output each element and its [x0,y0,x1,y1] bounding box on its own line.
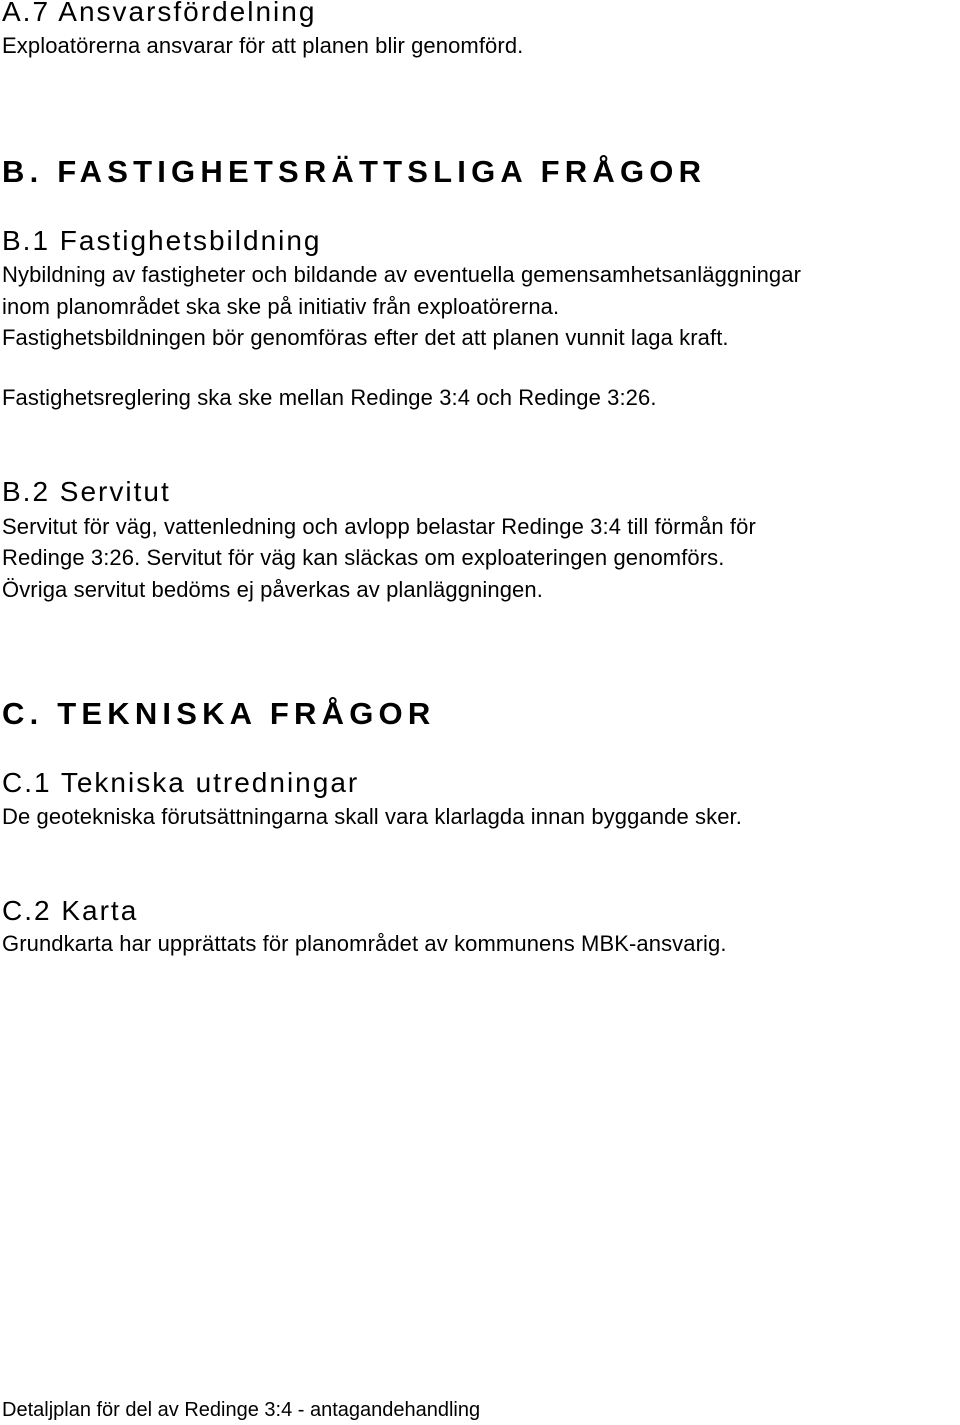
heading-c-tekniska-fragor: C. TEKNISKA FRÅGOR [2,696,436,731]
document-page [2,0,958,1425]
page-footer: Detaljplan för del av Redinge 3:4 - antagandehandling [2,1399,481,1421]
heading-b1: B.1 Fastighetsbildning [2,225,322,256]
b1-para1-line-2: inom planområdet ska ske på initiativ från exploatörerna. [2,294,560,319]
heading-c2: C.2 Karta [2,895,139,926]
b1-para2-line-1: Fastighetsreglering ska ske mellan Redinge 3:4 och Redinge 3:26. [2,385,657,410]
b2-text-line-1: Servitut för väg, vattenledning och avlopp belastar Redinge 3:4 till förmån för [2,514,756,539]
b1-para1-line-1: Nybildning av fastigheter och bildande av eventuella gemensamhetsanläggningar [2,262,802,287]
a7-text-line-1: Exploatörerna ansvarar för att planen blir genomförd. [2,33,524,58]
c1-text-line-1: De geotekniska förutsättningarna skall vara klarlagda innan byggande sker. [2,804,742,829]
heading-a7: A.7 Ansvarsfördelning [2,0,317,27]
b1-para1-line-3: Fastighetsbildningen bör genomföras efter det att planen vunnit laga kraft. [2,325,729,350]
heading-b2: B.2 Servitut [2,476,171,507]
heading-c1: C.1 Tekniska utredningar [2,767,360,798]
c2-text-line-1: Grundkarta har upprättats för planområdet av kommunens MBK-ansvarig. [2,931,727,956]
b2-text-line-2: Redinge 3:26. Servitut för väg kan släckas om exploateringen genomförs. [2,545,725,570]
b2-text-line-3: Övriga servitut bedöms ej påverkas av planläggningen. [2,577,543,602]
heading-b-fastighetsrattsliga-fragor: B. FASTIGHETSRÄTTSLIGA FRÅGOR [2,154,707,189]
